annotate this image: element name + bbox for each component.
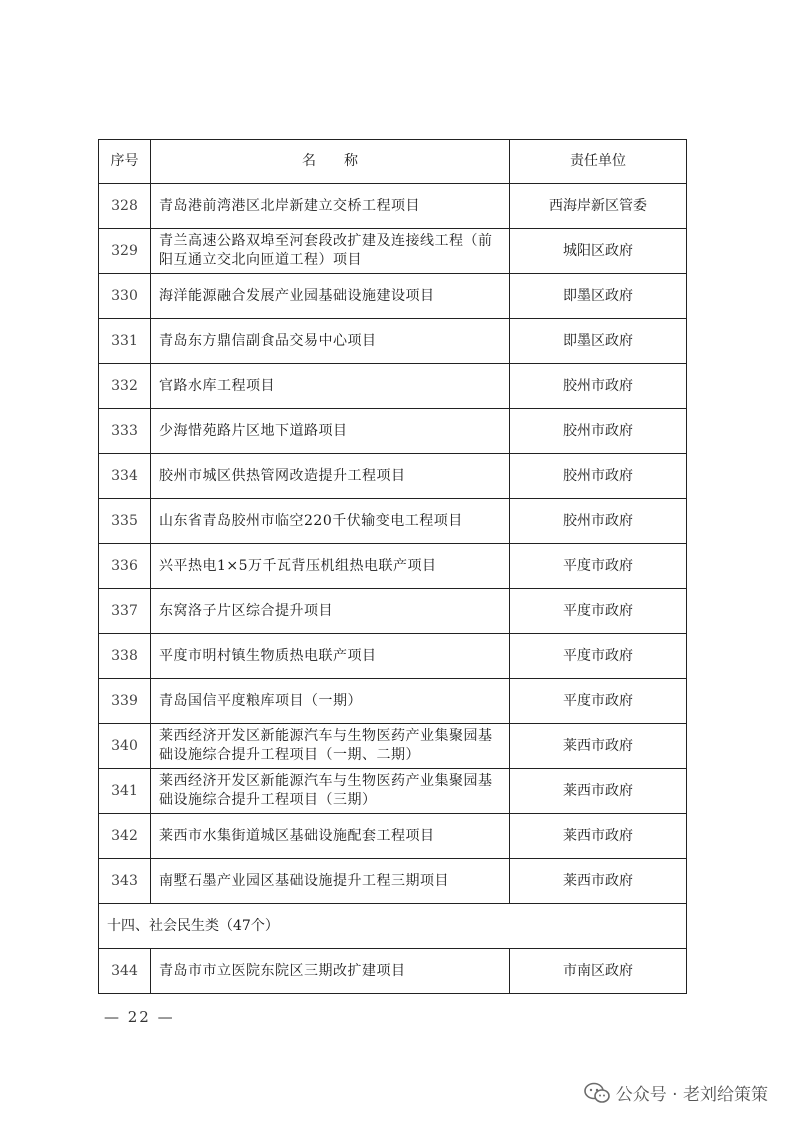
row-name: 莱西市水集街道城区基础设施配套工程项目 <box>151 814 510 859</box>
header-name: 名 称 <box>151 140 510 184</box>
table-row <box>99 409 687 454</box>
table-row <box>99 319 687 364</box>
row-num: 338 <box>99 634 151 679</box>
row-num: 339 <box>99 679 151 724</box>
row-name: 官路水库工程项目 <box>151 364 510 409</box>
row-num: 340 <box>99 724 151 769</box>
row-unit: 胶州市政府 <box>510 409 687 454</box>
row-num: 329 <box>99 229 151 274</box>
row-name: 青岛国信平度粮库项目（一期） <box>151 679 510 724</box>
row-num: 336 <box>99 544 151 589</box>
table-row <box>99 184 687 229</box>
row-unit: 市南区政府 <box>510 949 687 994</box>
table-row <box>99 544 687 589</box>
table-row <box>99 724 687 769</box>
row-unit: 胶州市政府 <box>510 454 687 499</box>
table-row <box>99 679 687 724</box>
row-unit: 莱西市政府 <box>510 724 687 769</box>
row-unit: 西海岸新区管委 <box>510 184 687 229</box>
row-num: 328 <box>99 184 151 229</box>
wechat-icon <box>584 1082 610 1104</box>
row-name: 莱西经济开发区新能源汽车与生物医药产业集聚园基础设施综合提升工程项目（三期） <box>151 769 510 814</box>
table-row <box>99 499 687 544</box>
row-name: 兴平热电1×5万千瓦背压机组热电联产项目 <box>151 544 510 589</box>
section-heading <box>99 904 687 949</box>
row-unit: 莱西市政府 <box>510 769 687 814</box>
project-table <box>98 139 687 994</box>
row-name: 平度市明村镇生物质热电联产项目 <box>151 634 510 679</box>
table-row <box>99 589 687 634</box>
row-num: 331 <box>99 319 151 364</box>
table-row <box>99 274 687 319</box>
row-num: 330 <box>99 274 151 319</box>
row-unit: 平度市政府 <box>510 544 687 589</box>
row-name: 青岛市市立医院东院区三期改扩建项目 <box>151 949 510 994</box>
row-unit: 胶州市政府 <box>510 364 687 409</box>
row-name: 东窝洛子片区综合提升项目 <box>151 589 510 634</box>
row-unit: 胶州市政府 <box>510 499 687 544</box>
row-name: 青兰高速公路双埠至河套段改扩建及连接线工程（前阳互通立交北向匝道工程）项目 <box>151 229 510 274</box>
row-name: 南墅石墨产业园区基础设施提升工程三期项目 <box>151 859 510 904</box>
row-name: 青岛港前湾港区北岸新建立交桥工程项目 <box>151 184 510 229</box>
row-num: 343 <box>99 859 151 904</box>
row-num: 344 <box>99 949 151 994</box>
watermark <box>584 1080 768 1105</box>
row-unit: 莱西市政府 <box>510 814 687 859</box>
row-num: 332 <box>99 364 151 409</box>
table-row <box>99 859 687 904</box>
row-unit: 平度市政府 <box>510 589 687 634</box>
row-unit: 莱西市政府 <box>510 859 687 904</box>
row-num: 333 <box>99 409 151 454</box>
header-unit: 责任单位 <box>510 140 687 184</box>
table-row <box>99 769 687 814</box>
row-name: 海洋能源融合发展产业园基础设施建设项目 <box>151 274 510 319</box>
table-row <box>99 364 687 409</box>
row-unit: 即墨区政府 <box>510 274 687 319</box>
row-name: 青岛东方鼎信副食品交易中心项目 <box>151 319 510 364</box>
table-row <box>99 814 687 859</box>
watermark-text: 公众号 · 老刘给策策 <box>615 1085 768 1105</box>
row-unit: 平度市政府 <box>510 679 687 724</box>
row-unit: 平度市政府 <box>510 634 687 679</box>
row-num: 337 <box>99 589 151 634</box>
header-num: 序号 <box>99 140 151 184</box>
section-count: （47个） <box>219 917 279 934</box>
row-num: 334 <box>99 454 151 499</box>
row-unit: 城阳区政府 <box>510 229 687 274</box>
row-name: 山东省青岛胶州市临空220千伏输变电工程项目 <box>151 499 510 544</box>
row-name: 胶州市城区供热管网改造提升工程项目 <box>151 454 510 499</box>
table-row <box>99 454 687 499</box>
table-header-row <box>99 140 687 184</box>
table-row <box>99 634 687 679</box>
row-name: 莱西经济开发区新能源汽车与生物医药产业集聚园基础设施综合提升工程项目（一期、二期） <box>151 724 510 769</box>
row-num: 341 <box>99 769 151 814</box>
page-number: — 22 — <box>104 1008 175 1026</box>
row-num: 342 <box>99 814 151 859</box>
row-unit: 即墨区政府 <box>510 319 687 364</box>
row-num: 335 <box>99 499 151 544</box>
section-title: 十四、社会民生类 <box>107 917 219 934</box>
table-row <box>99 949 687 994</box>
row-name: 少海惜苑路片区地下道路项目 <box>151 409 510 454</box>
section-heading-row <box>99 904 687 949</box>
table-row <box>99 229 687 274</box>
